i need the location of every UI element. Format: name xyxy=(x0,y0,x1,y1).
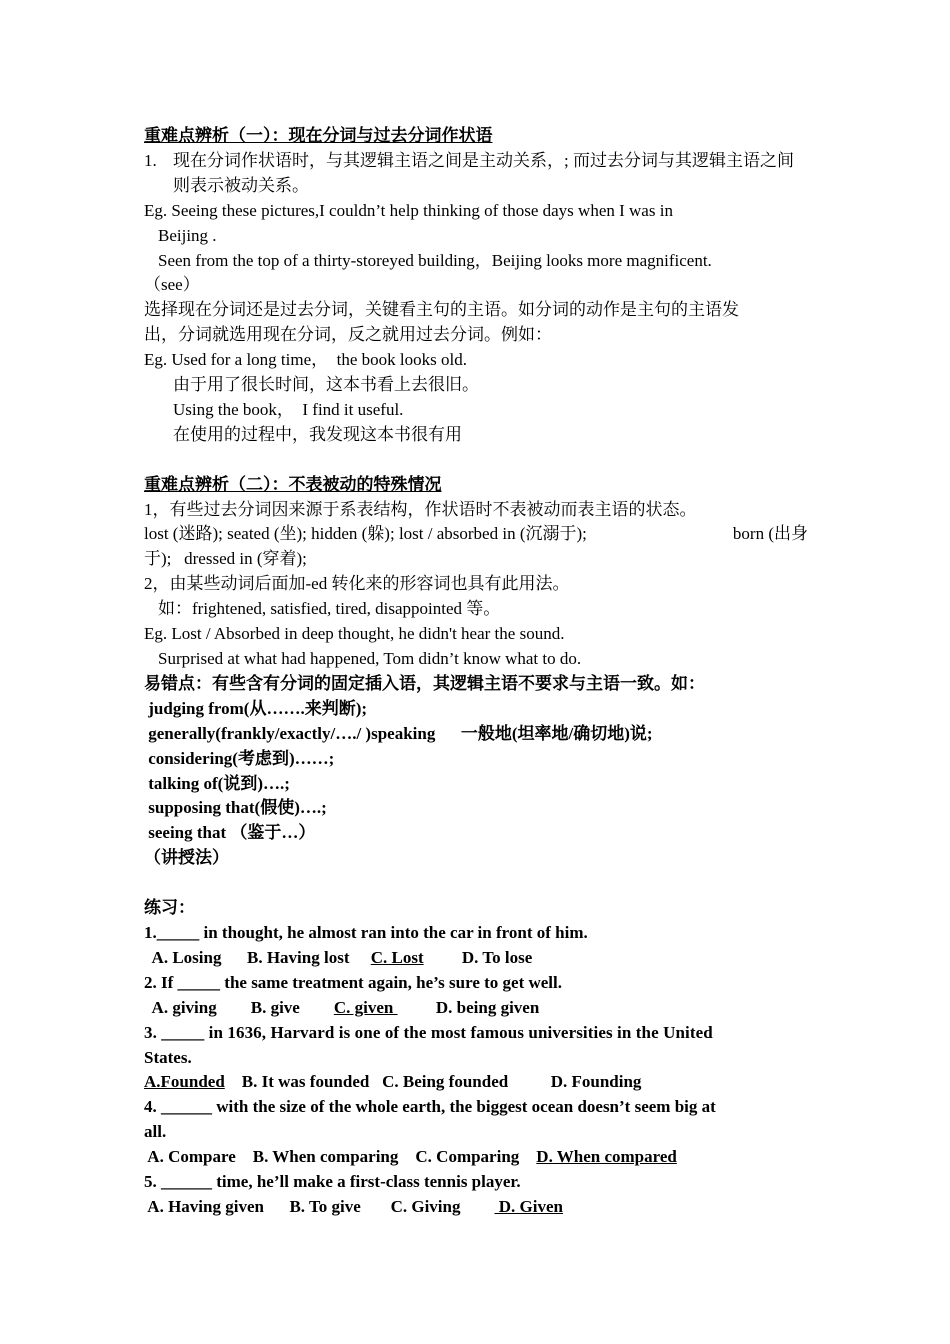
eg1-line2: Beijing . xyxy=(158,225,217,245)
spacer xyxy=(144,448,808,473)
phrase-item: considering(考虑到)……; xyxy=(144,748,335,768)
option-answer: D. When compared xyxy=(536,1147,677,1167)
exercises-title: 练习： xyxy=(144,898,195,918)
option: B. give xyxy=(250,997,334,1017)
eg4-translation: 在使用的过程中，我发现这本书很有用 xyxy=(173,424,462,444)
section2-point2: 2，由某些动词后面加-ed 转化来的形容词也具有此用法。 xyxy=(144,574,570,594)
option: D. being given xyxy=(397,997,540,1017)
section2-heading: 重难点辨析（二）：不表被动的特殊情况 xyxy=(144,474,442,494)
teaching-method: （讲授法） xyxy=(144,848,229,868)
phrase-item: seeing that （鉴于…） xyxy=(144,823,316,843)
option: D. To lose xyxy=(423,947,533,967)
option: B. Having lost xyxy=(246,947,371,967)
point-number: 1. xyxy=(144,150,157,170)
question-2-options xyxy=(144,996,808,1021)
word-list-left: lost (迷路); seated (坐); hidden (躲); lost / absorbed in (沉溺于); xyxy=(144,524,587,544)
option: A. Losing xyxy=(144,947,247,967)
question-1-options xyxy=(144,946,808,971)
eg3-translation: 由于用了很长时间，这本书看上去很旧。 xyxy=(173,375,479,395)
section1-point xyxy=(144,149,808,199)
point1-word-list xyxy=(144,522,808,547)
question-2: 2. If _____ the same treatment again, he’s sure to get well. xyxy=(144,972,563,992)
option: A. giving xyxy=(144,997,251,1017)
phrase-item: generally(frankly/exactly/…./ )speaking 一般地(坦率地/确切地)说; xyxy=(144,723,653,743)
option: C. Giving xyxy=(390,1196,495,1216)
question-1: 1._____ in thought, he almost ran into the car in front of him. xyxy=(144,922,588,942)
point-text: 现在分词作状语时，与其逻辑主语之间是主动关系，; 而过去分词与其逻辑主语之间则表示被动关系。 xyxy=(173,150,794,195)
option: A. Having given xyxy=(144,1196,290,1216)
error-point-heading: 易错点：有些含有分词的固定插入语，其逻辑主语不要求与主语一致。如： xyxy=(144,673,705,693)
eg3: Eg. Used for a long time， the book looks old. xyxy=(144,350,467,370)
word-list-right: born (出身 xyxy=(732,524,808,544)
question-5-options xyxy=(144,1195,808,1220)
eg2-line2: （see） xyxy=(144,275,200,295)
section2-eg2: Surprised at what had happened, Tom didn’t know what to do. xyxy=(158,649,582,669)
option: B. To give xyxy=(289,1196,391,1216)
eg1-line1: Eg. Seeing these pictures,I couldn’t help thinking of those days when I was in xyxy=(144,200,673,220)
question-5: 5. ______ time, he’ll make a first-class tennis player. xyxy=(144,1172,521,1192)
eg4: Using the book， I find it useful. xyxy=(173,399,404,419)
section2-eg1: Eg. Lost / Absorbed in deep thought, he didn't hear the sound. xyxy=(144,624,565,644)
question-3-options xyxy=(144,1070,808,1095)
phrase-item: talking of(说到)….; xyxy=(144,773,290,793)
question-3-line1: 3. _____ in 1636, Harvard is one of the most famous universities in the United xyxy=(144,1022,713,1042)
question-4-line2: all. xyxy=(144,1122,167,1142)
phrase-item: supposing that(假使)….; xyxy=(144,798,327,818)
question-4-line1: 4. ______ with the size of the whole earth, the biggest ocean doesn’t seem big at xyxy=(144,1097,716,1117)
document-page xyxy=(144,124,808,1220)
option: C. Comparing xyxy=(415,1147,537,1167)
option-answer: C. given xyxy=(333,997,398,1017)
question-4-options xyxy=(144,1145,808,1170)
section2-point1: 1，有些过去分词因来源于系表结构，作状语时不表被动而表主语的状态。 xyxy=(144,499,697,519)
option: A. Compare xyxy=(144,1147,253,1167)
eg2-line1: Seen from the top of a thirty-storeyed building，Beijing looks more magnificent. xyxy=(158,250,712,270)
option-answer: A.Founded xyxy=(144,1072,225,1092)
exercises xyxy=(144,896,808,1220)
question-3-line2: States. xyxy=(144,1047,192,1067)
option: C. Being founded xyxy=(382,1072,551,1092)
option-answer: D. Given xyxy=(494,1196,563,1216)
option-answer: C. Lost xyxy=(370,947,424,967)
word-list-continued: 于); dressed in (穿着); xyxy=(144,549,307,569)
option: D. Founding xyxy=(550,1072,642,1092)
paragraph-line2: 出，分词就选用现在分词，反之就用过去分词。例如： xyxy=(144,325,552,345)
phrase-item: judging from(从…….来判断); xyxy=(144,698,368,718)
option: B. It was founded xyxy=(224,1072,383,1092)
section1-heading: 重难点辨析（一）：现在分词与过去分词作状语 xyxy=(144,126,493,145)
option: B. When comparing xyxy=(252,1147,416,1167)
point2-examples: 如：frightened, satisfied, tired, disappointed 等。 xyxy=(158,599,501,619)
spacer xyxy=(144,871,808,896)
paragraph-line1: 选择现在分词还是过去分词，关键看主句的主语。如分词的动作是主句的主语发 xyxy=(144,300,739,320)
